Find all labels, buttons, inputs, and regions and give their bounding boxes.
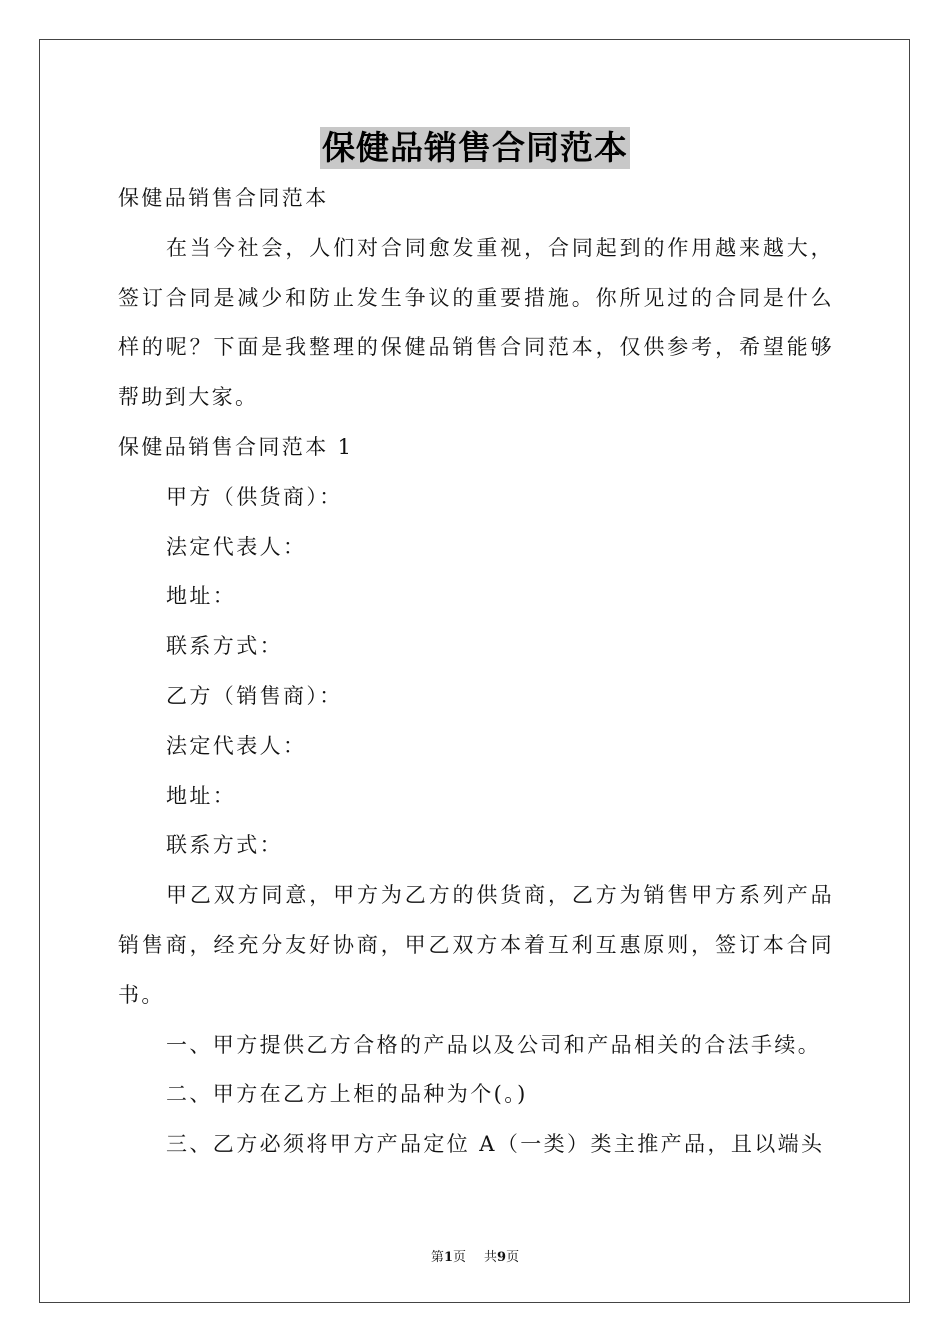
total-page-number: 9 — [497, 1250, 507, 1265]
paragraph: 法定代表人： — [166, 733, 307, 758]
paragraph: 保健品销售合同范本 1 — [118, 434, 354, 459]
paragraph: 联系方式： — [166, 634, 283, 659]
footer-total-prefix: 共 — [484, 1250, 498, 1265]
footer-page-unit: 页 — [452, 1250, 466, 1265]
paragraph: 在当今社会，人们对合同愈发重视，合同起到的作用越来越大，签订合同是减少和防止发生争议的重要措施。你所见过的合同是什么样的呢？下面是我整理的保健品销售合同范本，仅供参考，希望能够帮助到大家。 — [118, 235, 834, 410]
page-footer — [0, 1246, 950, 1265]
paragraph: 甲乙双方同意，甲方为乙方的供货商，乙方为销售甲方系列产品销售商，经充分友好协商，甲乙双方本着互利互惠原则，签订本合同书。 — [118, 883, 834, 1007]
document-title: 保健品销售合同范本 — [322, 128, 628, 167]
title-container — [0, 127, 950, 169]
paragraph: 法定代表人： — [166, 534, 307, 559]
paragraph: 地址： — [166, 584, 237, 609]
paragraph: 一、甲方提供乙方合格的产品以及公司和产品相关的合法手续。 — [166, 1032, 822, 1057]
footer-total-unit: 页 — [506, 1250, 520, 1265]
paragraph: 地址： — [166, 783, 237, 808]
paragraph: 联系方式： — [166, 833, 283, 858]
footer-prefix: 第 — [430, 1250, 444, 1265]
paragraph: 保健品销售合同范本 — [118, 186, 329, 210]
paragraph: 乙方（销售商）： — [166, 683, 343, 708]
paragraph: 三、乙方必须将甲方产品定位 A（一类）类主推产品，且以端头 — [166, 1132, 825, 1157]
current-page-number: 1 — [443, 1250, 453, 1265]
document-body — [118, 174, 834, 1170]
paragraph: 甲方（供货商）： — [166, 484, 343, 509]
paragraph: 二、甲方在乙方上柜的品种为个(。) — [166, 1082, 528, 1107]
